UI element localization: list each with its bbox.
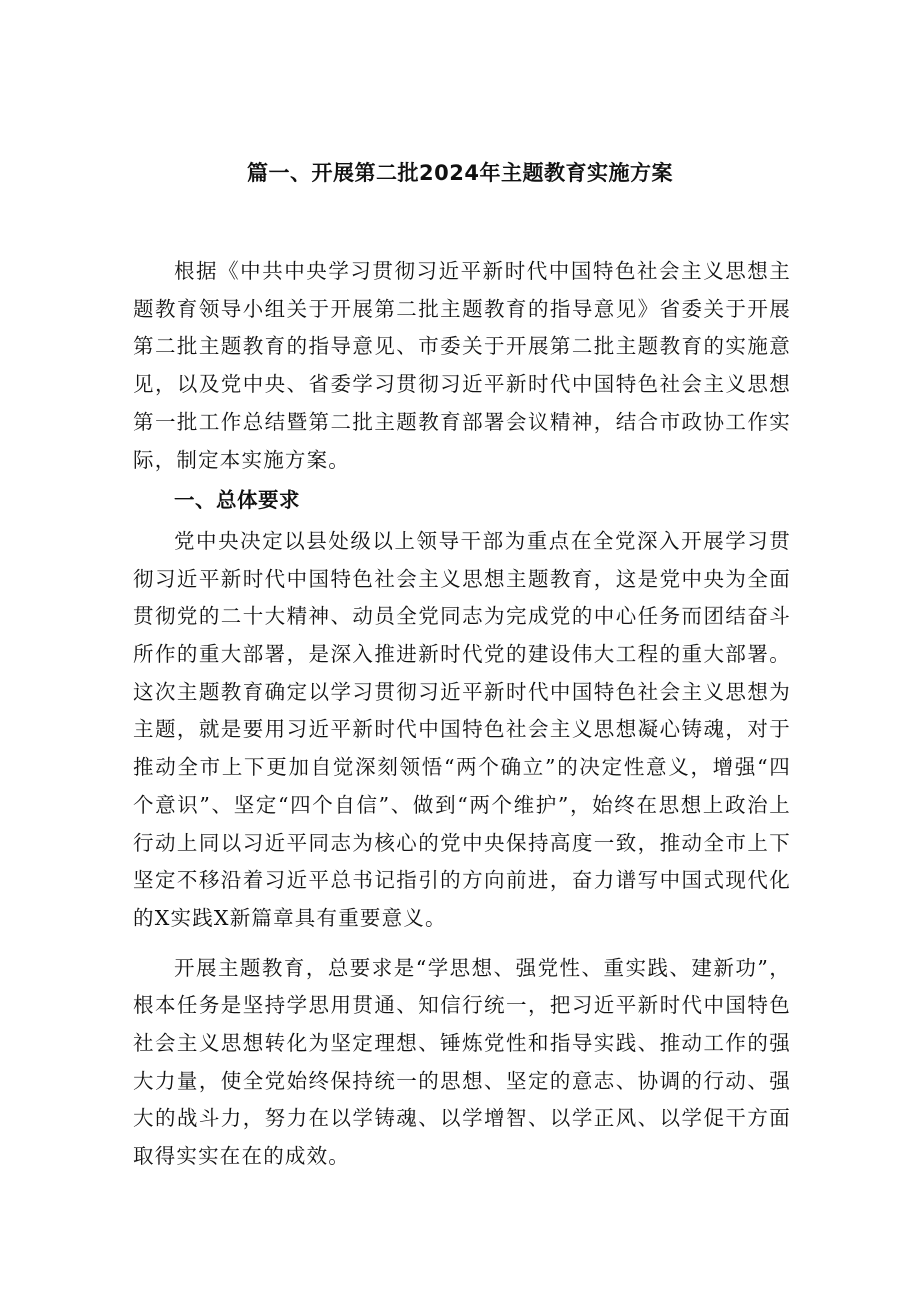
- section-paragraph: 党中央决定以县处级以上领导干部为重点在全党深入开展学习贯彻习近平新时代中国特色社会主义思想主题教育，这是党中央为全面贯彻党的二十大精神、动员全党同志为完成党的中心任务而团结奋斗所作的重大部署，是深入推进新时代党的建设伟大工程的重大部署。这次主题教育确定以学习贯彻习近平新时代中国特色社会主义思想为主题，就是要用习近平新时代中国特色社会主义思想凝心铸魂，对于推动全市上下更加自觉深刻领悟“两个确立”的决定性意义，增强“四个意识”、坚定“四个自信”、做到“两个维护”，始终在思想上政治上行动上同以习近平同志为核心的党中央保持高度一致，推动全市上下坚定不移沿着习近平总书记指引的方向前进，奋力谱写中国式现代化的X实践X新篇章具有重要意义。: [133, 528, 791, 930]
- document-title: 篇一、开展第二批2024年主题教育实施方案: [247, 161, 673, 185]
- document-body: [133, 253, 791, 1176]
- section-paragraph: 开展主题教育，总要求是“学思想、强党性、重实践、建新功”，根本任务是坚持学思用贯通、知信行统一，把习近平新时代中国特色社会主义思想转化为坚定理想、锤炼党性和指导实践、推动工作的强大力量，使全党始终保持统一的思想、坚定的意志、协调的行动、强大的战斗力，努力在以学铸魂、以学增智、以学正风、以学促干方面取得实实在在的成效。: [133, 955, 791, 1169]
- intro-paragraph: 根据《中共中央学习贯彻习近平新时代中国特色社会主义思想主题教育领导小组关于开展第二批主题教育的指导意见》省委关于开展第二批主题教育的指导意见、市委关于开展第二批主题教育的实施意见，以及党中央、省委学习贯彻习近平新时代中国特色社会主义思想第一批工作总结暨第二批主题教育部署会议精神，结合市政协工作实际，制定本实施方案。: [133, 259, 791, 472]
- spacer: [133, 938, 791, 950]
- section-heading-general-requirements: 一、总体要求: [174, 488, 300, 513]
